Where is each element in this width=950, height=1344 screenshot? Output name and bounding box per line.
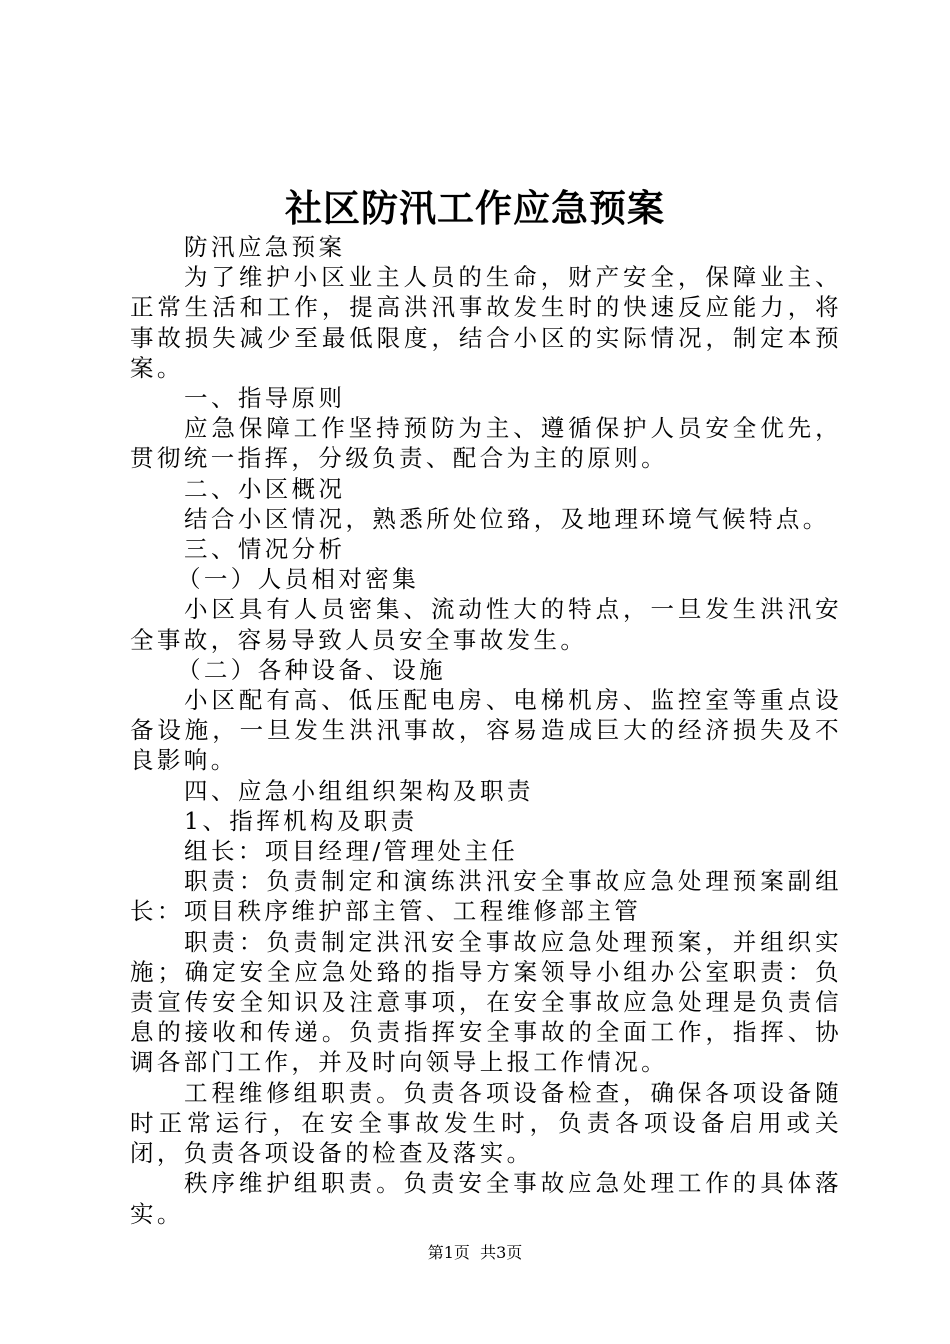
page-footer xyxy=(0,1242,950,1264)
document-title: 社区防汛工作应急预案 xyxy=(285,186,665,230)
paragraph-heading: 防汛应急预案 xyxy=(184,233,346,261)
page-total: 共3页 xyxy=(480,1243,523,1262)
paragraph: 职责：负责制定洪汛安全事故应急处理预案，并组织实施；确定安全应急处臵的指导方案领导小组办公室职责：负责宣传安全知识及注意事项，在安全事故应急处理是负责信息的接收和传递。负责指挥安全事故的全面工作，指挥、协调各部门工作，并及时向领导上报工作情况。 xyxy=(130,927,842,1077)
paragraph: 组长：项目经理/管理处主任 xyxy=(184,837,519,866)
section-heading: 三、情况分析 xyxy=(184,535,346,564)
paragraph: 小区配有高、低压配电房、电梯机房、监控室等重点设备设施，一旦发生洪汛事故，容易造成巨大的经济损失及不良影响。 xyxy=(130,686,842,775)
section-heading: 四、应急小组组织架构及职责 xyxy=(184,776,534,805)
paragraph: 秩序维护组职责。负责安全事故应急处理工作的具体落实。 xyxy=(130,1169,842,1228)
subsection-heading: （二）各种设备、设施 xyxy=(177,655,446,684)
document-body xyxy=(130,232,842,1229)
paragraph: 为了维护小区业主人员的生命，财产安全，保障业主、正常生活和工作，提高洪汛事故发生时的快速反应能力，将事故损失减少至最低限度，结合小区的实际情况，制定本预案。 xyxy=(130,263,842,382)
paragraph: 小区具有人员密集、流动性大的特点，一旦发生洪汛安全事故，容易导致人员安全事故发生。 xyxy=(130,595,842,654)
subsection-heading: 1、指挥机构及职责 xyxy=(184,806,418,835)
page-number: 第1页 xyxy=(427,1243,470,1262)
section-heading: 二、小区概况 xyxy=(184,474,346,503)
paragraph: 应急保障工作坚持预防为主、遵循保护人员安全优先，贯彻统一指挥，分级负责、配合为主的原则。 xyxy=(130,414,842,473)
subsection-heading: （一）人员相对密集 xyxy=(177,565,420,594)
paragraph: 工程维修组职责。负责各项设备检查，确保各项设备随时正常运行，在安全事故发生时，负责各项设备启用或关闭，负责各项设备的检查及落实。 xyxy=(130,1078,842,1168)
paragraph: 结合小区情况，熟悉所处位臵，及地理环境气候特点。 xyxy=(184,504,830,533)
paragraph: 职责：负责制定和演练洪汛安全事故应急处理预案副组长：项目秩序维护部主管、工程维修部主管 xyxy=(130,867,842,926)
section-heading: 一、指导原则 xyxy=(184,384,346,413)
